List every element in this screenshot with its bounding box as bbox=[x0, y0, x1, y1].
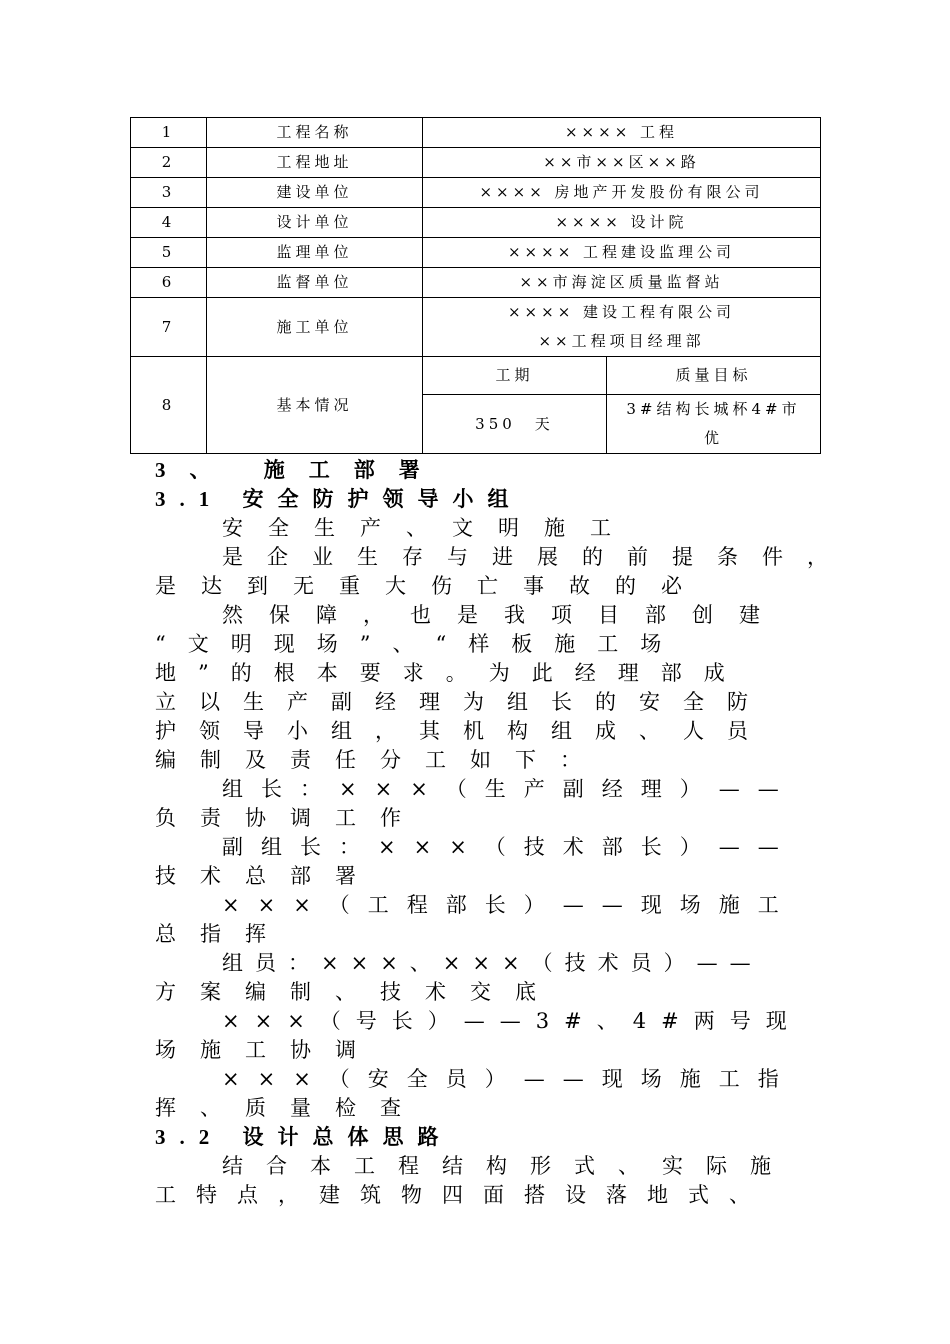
row-label: 基本情况 bbox=[207, 357, 423, 454]
paragraph-line: 安全生产、文明施工 bbox=[222, 516, 636, 540]
row-number: 2 bbox=[131, 148, 207, 178]
duration-value: 350 天 bbox=[423, 395, 607, 454]
table-row bbox=[131, 238, 821, 268]
row-value: ××市海淀区质量监督站 bbox=[423, 268, 821, 298]
paragraph-line: 总指挥 bbox=[155, 922, 290, 946]
table-row bbox=[131, 208, 821, 238]
row-number: 6 bbox=[131, 268, 207, 298]
table-row bbox=[131, 118, 821, 148]
row-number: 7 bbox=[131, 298, 207, 357]
table-row bbox=[131, 178, 821, 208]
row-number: 3 bbox=[131, 178, 207, 208]
row-number: 5 bbox=[131, 238, 207, 268]
paragraph-line: 立以生产副经理为组长的安全防 bbox=[155, 690, 771, 714]
duration-header: 工期 bbox=[423, 357, 607, 395]
row-label: 监督单位 bbox=[207, 268, 423, 298]
row-value bbox=[423, 298, 821, 357]
paragraph-line: 编制及责任分工如下： bbox=[155, 748, 605, 772]
row-value: ×××× 工程建设监理公司 bbox=[423, 238, 821, 268]
paragraph-line: 组长：×××（生产副经理）—— bbox=[222, 777, 797, 801]
quality-value bbox=[607, 395, 821, 454]
row-label: 建设单位 bbox=[207, 178, 423, 208]
paragraph-line: 组员：×××、×××（技术员）—— bbox=[222, 951, 763, 975]
table-row bbox=[131, 268, 821, 298]
paragraph-line: 是达到无重大伤亡事故的必 bbox=[155, 574, 707, 598]
project-info-table bbox=[130, 117, 821, 454]
row-value: ×××× 设计院 bbox=[423, 208, 821, 238]
paragraph-line: 挥、质量检查 bbox=[155, 1096, 425, 1120]
paragraph-line: 护领导小组，其机构组成、人员 bbox=[155, 719, 771, 743]
table-row bbox=[131, 298, 821, 357]
paragraph-line: 结合本工程结构形式、实际施 bbox=[222, 1154, 794, 1178]
subsection-heading: 3.1 安全防护领导小组 bbox=[155, 487, 523, 511]
paragraph-line: “文明现场”、“样板施工场 bbox=[155, 632, 684, 656]
row-value: ××市××区××路 bbox=[423, 148, 821, 178]
row-number: 8 bbox=[131, 357, 207, 454]
paragraph-line: 然保障，也是我项目部创建 bbox=[222, 603, 786, 627]
paragraph-line: ×××（号长）——3#、4#两号现 bbox=[222, 1009, 802, 1033]
paragraph-line: ×××（工程部长）——现场施工 bbox=[222, 893, 797, 917]
paragraph-line: 副组长：×××（技术部长）—— bbox=[222, 835, 797, 859]
value-line: ×××× 建设工程有限公司 bbox=[507, 303, 736, 321]
row-value: ×××× 工程 bbox=[423, 118, 821, 148]
paragraph-line: 方案编制、技术交底 bbox=[155, 980, 560, 1004]
paragraph-line: 技术总部署 bbox=[155, 864, 380, 888]
row-label: 设计单位 bbox=[207, 208, 423, 238]
table-row bbox=[131, 148, 821, 178]
row-label: 监理单位 bbox=[207, 238, 423, 268]
paragraph-line: 负责协调工作 bbox=[155, 806, 425, 830]
quality-header: 质量目标 bbox=[607, 357, 821, 395]
row-number: 1 bbox=[131, 118, 207, 148]
row-label: 施工单位 bbox=[207, 298, 423, 357]
paragraph-line: 场施工协调 bbox=[155, 1038, 380, 1062]
paragraph-line: 是企业生存与进展的前提条件， bbox=[222, 545, 852, 569]
row-label: 工程名称 bbox=[207, 118, 423, 148]
quality-line: 3#结构长城杯4#市 bbox=[626, 400, 801, 418]
row-number: 4 bbox=[131, 208, 207, 238]
row-label: 工程地址 bbox=[207, 148, 423, 178]
row-value: ×××× 房地产开发股份有限公司 bbox=[423, 178, 821, 208]
paragraph-line: ×××（安全员）——现场施工指 bbox=[222, 1067, 797, 1091]
value-line: ××工程项目经理部 bbox=[538, 332, 705, 350]
table-row bbox=[131, 357, 821, 395]
quality-line: 优 bbox=[704, 429, 724, 447]
paragraph-line: 地”的根本要求。为此经理部成 bbox=[155, 661, 747, 685]
section-heading: 3、 施工部署 bbox=[155, 458, 444, 482]
subsection-heading: 3.2 设计总体思路 bbox=[155, 1125, 453, 1149]
paragraph-line: 工特点，建筑物四面搭设落地式、 bbox=[155, 1183, 770, 1207]
